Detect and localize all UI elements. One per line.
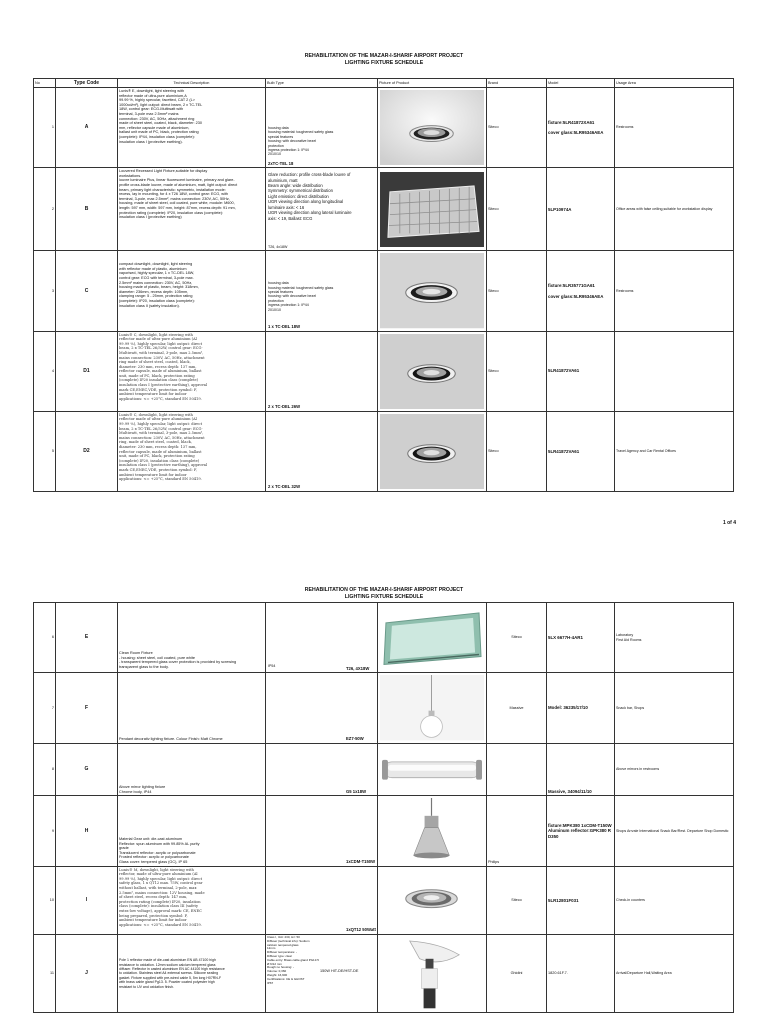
row-bulb xyxy=(266,88,378,168)
row-model: fixture:5LR35771GA61 cover glass:5LR95346AEA xyxy=(547,251,615,331)
description-text: Clean Room Fixture - housing: sheet steel, coil coated, pure white - transparent tempered glass cover protection is provided by screwing transparent glass to the body. xyxy=(119,650,237,669)
row-description xyxy=(118,331,266,411)
description-text: Lunis® C, downlight, light steering with reflector made of ultra-pure aluminium (Al 99.99 %), highly specular, light output: direct beam, 2 x TC-TEL 26/32W, control gear: ECG- Multiwatt, with terminal, 3-pole, max 2.5mm², mains connection: 230V, AC, 50Hz, attachment ring, made of sheet steel, coated, black, diameter: 230 mm, recess depth: 137 mm, reflector capsule, made of aluminium, ballast unit, made of PC, black, protection rating (complete) IP20, insulation class (complete) insulation class I (protective earthing), approval mark CE,ENEC,VDE, protection symbol: F, ambient temperature limit for indoor applications: <= +25°C, standard EN 50419. xyxy=(119,412,208,482)
row-no: 5 xyxy=(34,411,56,491)
row-usage: Shops Arrvale International Snack Bar/Rest. Departure Shop Domestic xyxy=(615,796,734,866)
description-text: Pole 1 reflector made of die-cast aluminium EN AB 47100 high resistance to oxidation. 12mm sodium calcium tempered glass diffuser. Reflector in casted aluminium EN AC 44100 high resistance to oxidation. Stainless steel A4 external screws. Silicone sealing gasket. Fixture supplied with pre-wired cable 5, 5m long H07RN-F with brass cable gland Pg13. 5. Powder coated polyester high resistant to UV and oxidation finish. xyxy=(119,958,225,989)
clean-room-fixture-photo xyxy=(380,605,484,670)
row-bulb xyxy=(266,331,378,411)
row-description xyxy=(118,673,266,743)
page2-subtitle: LIGHTING FIXTURE SCHEDULE xyxy=(344,594,424,600)
row-model: fixture:MPK380 1xCDM-T150W Aluminum reflector:GPK380 R D350 xyxy=(547,796,615,866)
row-no: 4 xyxy=(34,331,56,411)
row-brand: Massive xyxy=(487,673,547,743)
row-picture xyxy=(378,331,487,411)
row-picture xyxy=(378,411,487,491)
row-brand: Ghidini xyxy=(487,934,547,1012)
row-description xyxy=(118,251,266,331)
downlight-photo xyxy=(380,869,484,932)
row-model: 5LR12801F031 xyxy=(547,866,615,934)
louvre-fixture-photo xyxy=(380,172,484,247)
pole-lamp-photo xyxy=(380,937,484,1010)
row-type-code: H xyxy=(56,796,118,866)
description-text: Above mirror lighting fixture Chrome body, IP44 xyxy=(119,785,166,794)
description-text: Pendant decorativ lighting fixture. Colour Finish: Matt Chrome xyxy=(119,737,223,742)
row-brand: Siteco xyxy=(487,411,547,491)
row-picture xyxy=(378,251,487,331)
row-type-code: J xyxy=(56,934,118,1012)
page1-title: REHABILITATION OF THE MAZAR-I-SHARIF AIRPORT PROJECT xyxy=(304,53,464,59)
table-row xyxy=(34,743,734,796)
row-usage: Office areas with false ceiling,suitable for workstation display xyxy=(615,168,734,251)
row-picture xyxy=(378,168,487,251)
highbay-lamp-photo xyxy=(380,798,484,863)
table-row xyxy=(34,88,734,168)
row-no: 2 xyxy=(34,168,56,251)
row-type-code: E xyxy=(56,603,118,673)
row-description xyxy=(118,88,266,168)
downlight-photo xyxy=(380,414,484,489)
row-usage: Laboratory First Aid Rooms xyxy=(615,603,734,673)
header-usage: Usage Area xyxy=(615,79,734,88)
row-no: 11 xyxy=(34,934,56,1012)
downlight-photo xyxy=(380,334,484,409)
row-description xyxy=(118,603,266,673)
row-brand: Siteco xyxy=(487,168,547,251)
row-description xyxy=(118,743,266,796)
row-model: Model: 36235/17/10 xyxy=(547,673,615,743)
row-no: 7 xyxy=(34,673,56,743)
row-no: 8 xyxy=(34,743,56,796)
mirror-light-photo xyxy=(380,746,484,794)
row-brand xyxy=(487,743,547,796)
row-type-code: D2 xyxy=(56,411,118,491)
row-usage: Restrooms xyxy=(615,88,734,168)
bulb-notes: Glare reduction: profile cross-blade louvre of aluminium, matt Beam angle: wide distribution Symmetry: symmetrical distribution Light emission: direct distribution UGR viewing direction along longitudinal luminaire axis: < 16 UGR viewing direction along lateral luminaire axis: < 19, Ballast: ECG xyxy=(268,172,352,221)
bulb-type: 2xTC-TEL 18 xyxy=(268,160,294,166)
table-row xyxy=(34,411,734,491)
row-picture xyxy=(378,796,487,866)
row-brand: Siteco xyxy=(487,251,547,331)
bulb-type: G5 1x18W xyxy=(346,788,367,794)
row-model: 5LX 6677H-4AR1 xyxy=(547,603,615,673)
description-text: Lunis® E, downlight, light steering with reflector made of ultra-pure aluminium,A 99.99 %, highly specular, facetted, CAT 2 (L> 1000cd/m²), light output: direct beam, 2 x TC-TEL 18W, control gear: ECG-Multiwatt with terminal, 3-pole max 2.5mm² mains connection: 230V, AC, 50Hz, attachment ring made of sheet steel, coated, black, diameter: 230 mm, reflector capsule made of aluminium, ballast unit made of PC, black, protection rating (complete): IP44, insulation class (complete): insulation class I (protective earthing). xyxy=(119,89,203,144)
row-model: 1820.61F.7. xyxy=(547,934,615,1012)
row-usage xyxy=(615,331,734,411)
bulb-type: T26, 4X18W xyxy=(346,665,370,671)
row-bulb xyxy=(266,866,378,934)
row-picture xyxy=(378,743,487,796)
row-usage: Arrival/Departure Hall,Waiting Area xyxy=(615,934,734,1012)
row-description xyxy=(118,796,266,866)
row-description xyxy=(118,934,266,1012)
table-row xyxy=(34,796,734,866)
row-type-code: A xyxy=(56,88,118,168)
row-bulb xyxy=(266,251,378,331)
table-row xyxy=(34,673,734,743)
row-usage: Check-in counters xyxy=(615,866,734,934)
row-model: 5LR41872VA61 xyxy=(547,411,615,491)
bulb-notes: housing data housing material: toughened safety glass special features housing: with decorative bezel protection ingress protection 1: IP44 2010/10 xyxy=(268,281,334,312)
table-row xyxy=(34,331,734,411)
row-no: 10 xyxy=(34,866,56,934)
fixture-table-page2 xyxy=(33,602,734,1013)
row-type-code: D1 xyxy=(56,331,118,411)
bulb-type: 2 x TC-DEL 32W xyxy=(268,484,301,490)
compact-downlight-photo xyxy=(380,253,484,328)
row-brand: Siteco xyxy=(487,866,547,934)
row-usage: Restrooms xyxy=(615,251,734,331)
header-description: Technical Description xyxy=(118,79,266,88)
table-row xyxy=(34,603,734,673)
row-type-code: I xyxy=(56,866,118,934)
header-brand: Brand xyxy=(487,79,547,88)
bulb-type: 1xQT12 50Watt xyxy=(346,927,376,933)
row-no: 1 xyxy=(34,88,56,168)
table-header-row xyxy=(34,79,734,88)
description-text: compact downlight, downlight, light steering with reflector made of plastic, aluminium vaporised, highly specular, 1 x TC-DEL 18W, control gear: ECG with terminal, 3-pole max. 2.5mm² mains connection: 230V, AC, 50Hz, housing made of plastic, beam, height: 318mm, diameter: 236mm, recess depth: 105mm, clamping range: 5 - 25mm, protection rating (complete): IP20, insulation class (complete): insulation class II (safety insulation). xyxy=(119,262,199,308)
row-model: fixture:5LR41872XA61 cover glass:5LR95346AEA xyxy=(547,88,615,168)
header-type-code: Type Code xyxy=(56,79,118,88)
row-picture xyxy=(378,934,487,1012)
row-model: 5LR41872VA61 xyxy=(547,331,615,411)
description-text: Material Gear unit: die-cast aluminum Reflector: spun aluminum with 99.85% AL purity grade Translucent reflector: acrylic or polycarbonate Frosted reflector: acrylic or polycarbonate Glass cover: tempered glass (GC), IP 65 xyxy=(119,837,200,865)
description-text: Lunis® M, downlight, light steering with reflector, made of ultra-pure aluminium (Al 99.99 %), highly specular, light output: direct safety glass, 1 x QT12 max. 75W, control gear without ballast, with terminal, 2-pole, max 2.5mm², mains connection: 12V housing, made of sheet steel, recess depth: 147 mm, protection rating (complete) IP20, insulation class (complete): insulation class III (safety extra-low voltage), approval mark: CE, ENEC being prepared, protection symbol: F, ambient temperature limit for indoor applications: <= +25°C, standard EN 50419. xyxy=(119,867,205,927)
page1-subtitle: LIGHTING FIXTURE SCHEDULE xyxy=(344,60,424,66)
page2-title: REHABILITATION OF THE MAZAR-I-SHARIF AIRPORT PROJECT xyxy=(304,587,464,593)
bulb-notes: Class I, Volt: 230, Hz: 50 Diffuser (technical info): Sodium calcium tempered glass 12mm Diffuser temperature: - Diffuser type: clear Cable entry: Brass cable gland PG13.5 Ø 6/12 mm Rough no housing: - Volume: 0,360 Weight: 16,900 Certifications: CE & GHOST IP67 xyxy=(267,934,319,985)
row-usage: Travel Agency and Car Rental Offices xyxy=(615,411,734,491)
row-no: 3 xyxy=(34,251,56,331)
row-bulb xyxy=(266,673,378,743)
row-picture xyxy=(378,88,487,168)
row-type-code: G xyxy=(56,743,118,796)
header-picture: Picture of Product xyxy=(378,79,487,88)
table-row xyxy=(34,168,734,251)
bulb-type: EZ7-50W xyxy=(346,736,364,742)
table-row xyxy=(34,251,734,331)
row-bulb xyxy=(266,411,378,491)
row-model: 5LP10974A xyxy=(547,168,615,251)
row-description xyxy=(118,168,266,251)
row-bulb xyxy=(266,743,378,796)
row-bulb xyxy=(266,796,378,866)
header-no: No xyxy=(34,79,56,88)
bulb-type: T26, 4x18W xyxy=(268,244,288,249)
description-text: Louvered Recessed Light Fixture,suitable for display workstations. louvre luminaire Plus, linear fluorescent luminaire, primary and glare- profile cross-blade louvre, made of aluminium, matt, light output: direct beam, primary light characteristic: symmetric, installation mode: recess, lay in mounting, for 4 x T26 18W, control gear: ECG, with terminal, 3-pole, max 2.5mm², mains connection: 230V, AC, 50Hz, housing, made of sheet steel, coil coated, pure white, module: M600, length: 597 mm, width: 597 mm, height: 87mm, recess depth: 91 mm, protection rating (complete): IP20, insulation class (complete): insulation class I (protective earthing) xyxy=(119,169,238,220)
row-bulb xyxy=(266,934,378,1012)
row-no: 9 xyxy=(34,796,56,866)
row-model: Massive, 34094/11/10 xyxy=(547,743,615,796)
row-usage: Above mirrors in restrooms xyxy=(615,743,734,796)
row-type-code: B xyxy=(56,168,118,251)
description-text: Lunis® C, downlight, light steering with reflector made of ultra-pure aluminium (Al 99.99 %), highly specular, light output: direct beam, 2 x TC-TEL 26/32W, control gear: ECG- Multiwatt, with terminal, 3-pole, max 2.5mm², mains connection: 230V, AC, 50Hz, attachment ring made of sheet steel, coated, black, diameter: 230 mm, recess depth: 137 mm, reflector capsule, made of aluminium, ballast unit, made of PC, black, protection rating (complete) IP20 insulation class (complete) insulation class I (protective earthing), approval mark CE,ENEC,VDE, protection symbol: F, ambient temperature limit for indoor applications: <= +25°C, standard EN 50419. xyxy=(119,332,208,401)
header-bulb-type: Bulb Type xyxy=(266,79,378,88)
bulb-notes: housing data housing material: toughened safety glass special features housing: with decorative bezel protection ingress protection 1: IP44 2010/10 xyxy=(268,126,334,157)
row-bulb xyxy=(266,168,378,251)
table-row xyxy=(34,866,734,934)
row-brand: Philips xyxy=(487,796,547,866)
bulb-type: 2 x TC-DEL 26W xyxy=(268,404,301,410)
row-picture xyxy=(378,603,487,673)
bulb-type: 150W HIT-DE/HST-DE xyxy=(320,968,359,973)
downlight-photo xyxy=(380,90,484,165)
row-description xyxy=(118,411,266,491)
row-brand: Siteco xyxy=(487,603,547,673)
row-bulb xyxy=(266,603,378,673)
row-picture xyxy=(378,866,487,934)
fixture-table-page1 xyxy=(33,78,734,492)
row-usage: Snack bar, Shops xyxy=(615,673,734,743)
row-type-code: C xyxy=(56,251,118,331)
row-brand: Siteco xyxy=(487,88,547,168)
row-picture xyxy=(378,673,487,743)
header-model: Model xyxy=(547,79,615,88)
pendant-lamp-photo xyxy=(380,675,484,740)
row-no: 6 xyxy=(34,603,56,673)
row-type-code: F xyxy=(56,673,118,743)
table-row xyxy=(34,934,734,1012)
bulb-notes: IP54 xyxy=(268,663,276,668)
bulb-type: 1xCDM-T150W xyxy=(346,859,376,865)
bulb-type: 1 x TC-DEL 18W xyxy=(268,323,301,329)
row-description xyxy=(118,866,266,934)
page-number: 1 of 4 xyxy=(722,520,736,526)
row-brand: Siteco xyxy=(487,331,547,411)
